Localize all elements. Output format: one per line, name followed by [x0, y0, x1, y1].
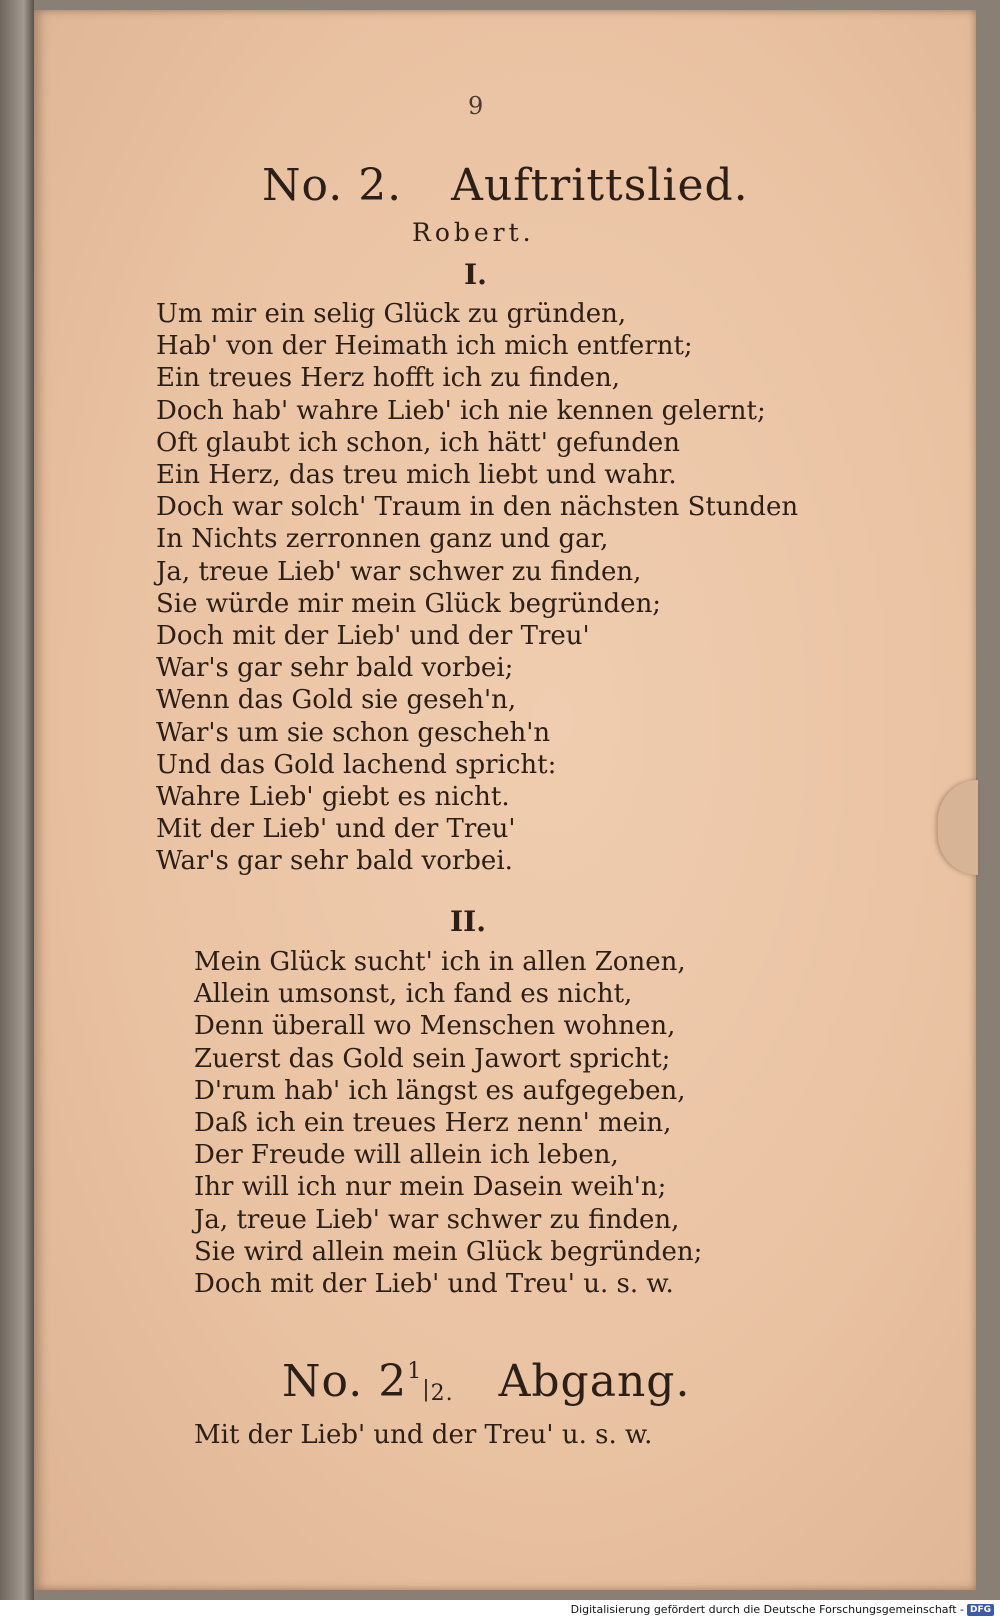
verse-line: Doch mit der Lieb' und der Treu'	[156, 621, 590, 652]
verse-line: Wahre Lieb' giebt es nicht.	[156, 782, 510, 813]
digitization-credit	[571, 1603, 994, 1616]
verse-line: War's gar sehr bald vorbei.	[156, 846, 513, 877]
section-number: No. 2.	[262, 160, 403, 211]
verse-line: Ein treues Herz hofft ich zu finden,	[156, 363, 621, 394]
verse-line: Wenn das Gold sie geseh'n,	[156, 685, 517, 716]
verse-line: Doch hab' wahre Lieb' ich nie kennen gelernt;	[156, 395, 766, 426]
section-name: Abgang.	[498, 1356, 691, 1407]
verse-line: Sie würde mir mein Glück begründen;	[156, 588, 662, 619]
verse-line: Um mir ein selig Glück zu gründen,	[156, 299, 627, 329]
dfg-logo-icon: DFG	[967, 1604, 994, 1616]
page-number: 9	[468, 92, 484, 120]
credit-text: Digitalisierung gefördert durch die Deutsche Forschungsgemeinschaft -	[570, 1603, 964, 1616]
closing-line: Mit der Lieb' und der Treu' u. s. w.	[194, 1420, 653, 1450]
verse-line: In Nichts zerronnen ganz und gar,	[156, 524, 609, 555]
verse-line: Allein umsonst, ich fand es nicht,	[194, 979, 633, 1010]
section-name: Auftrittslied.	[451, 160, 749, 211]
verse-line: D'rum hab' ich längst es aufgegeben,	[194, 1075, 686, 1106]
verse-line: Ihr will ich nur mein Dasein weih'n;	[194, 1172, 667, 1203]
stanza-numeral-2: II.	[450, 905, 486, 938]
verse-line: Ein Herz, das treu mich liebt und wahr.	[156, 460, 677, 491]
section-number: No. 2	[282, 1356, 408, 1407]
verse-line: Doch mit der Lieb' und Treu' u. s. w.	[194, 1269, 674, 1300]
stanza-numeral-1: I.	[464, 258, 487, 291]
verse-line: Daß ich ein treues Herz nenn' mein,	[194, 1108, 672, 1139]
verse-line: Ja, treue Lieb' war schwer zu finden,	[156, 556, 642, 587]
stanza-2-lines	[194, 946, 702, 1300]
stanza-1-lines	[156, 298, 798, 878]
verse-line: Doch war solch' Traum in den nächsten Stunden	[156, 492, 799, 523]
verse-line: Der Freude will allein ich leben,	[194, 1140, 619, 1171]
fraction-denominator: 2.	[430, 1381, 454, 1406]
section-title-abgang: No. $2^1|2$. Abgang.	[282, 1356, 691, 1407]
verse-line: Ja, treue Lieb' war schwer zu finden,	[194, 1204, 680, 1235]
verse-line: Sie wird allein mein Glück begründen;	[194, 1236, 703, 1267]
verse-line: Zuerst das Gold sein Jawort spricht;	[194, 1043, 671, 1074]
verse-line: War's gar sehr bald vorbei;	[156, 653, 514, 684]
verse-line: War's um sie schon gescheh'n	[156, 717, 551, 748]
verse-line: Oft glaubt ich schon, ich hätt' gefunden	[156, 427, 681, 458]
verse-line: Mein Glück sucht' ich in allen Zonen,	[194, 947, 686, 977]
speaker-name: Robert.	[412, 218, 535, 247]
book-cover-edge	[0, 0, 34, 1600]
verse-line: Und das Gold lachend spricht:	[156, 749, 557, 780]
section-title-auftrittslied	[262, 160, 749, 211]
fraction-numerator: 1	[407, 1359, 423, 1384]
verse-line: Hab' von der Heimath ich mich entfernt;	[156, 331, 693, 362]
verse-line: Mit der Lieb' und der Treu'	[156, 814, 516, 845]
verse-line: Denn überall wo Menschen wohnen,	[194, 1011, 676, 1042]
